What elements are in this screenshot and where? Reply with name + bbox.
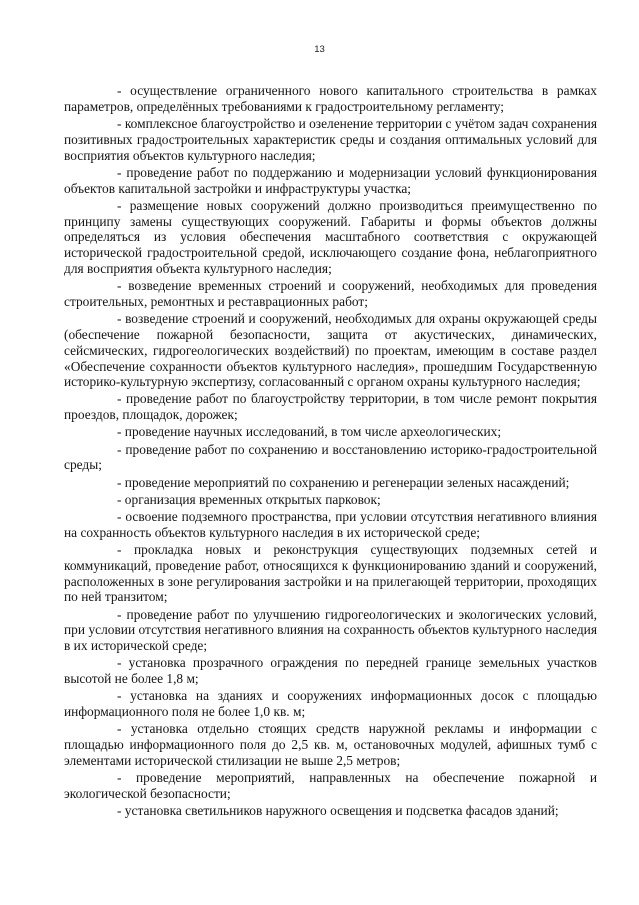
list-item: - проведение мероприятий, направленных на обеспечение пожарной и экологической безопасности; xyxy=(64,770,597,801)
list-item: - установка отдельно стоящих средств наружной рекламы и информации с площадью информационного поля до 2,5 кв. м, остановочных модулей, афишных тумб с элементами исторической стилизации не выше 2,5 метров; xyxy=(64,721,597,768)
list-item: - установка на зданиях и сооружениях информационных досок с площадью информационного поля не более 1,0 кв. м; xyxy=(64,688,597,720)
list-item: - комплексное благоустройство и озеленение территории с учётом задач сохранения позитивных градостроительных характеристик среды и создания оптимальных условий для восприятия объектов культурного наследия; xyxy=(64,115,597,163)
list-item: - установка прозрачного ограждения по передней границе земельных участков высотой не более 1,8 м; xyxy=(64,655,597,687)
list-item: - установка светильников наружного освещения и подсветка фасадов зданий; xyxy=(117,803,559,819)
list-item: - организация временных открытых парковок; xyxy=(117,491,381,507)
list-item: - размещение новых сооружений должно производиться преимущественно по принципу замены существующих сооружений. Габариты и формы объектов должны определяться из условия обеспечения масштабного соответствия с окружающей исторической градостроительной средой, исключающего создание фона, неблагоприятного для восприятия объекта культурного наследия; xyxy=(64,197,597,276)
document-body xyxy=(64,83,597,820)
list-item: - проведение работ по благоустройству территории, в том числе ремонт покрытия проездов, площадок, дорожек; xyxy=(64,391,597,423)
list-item: - освоение подземного пространства, при условии отсутствия негативного влияния на сохранность объектов культурного наследия в их исторической среде; xyxy=(64,509,597,540)
list-item: - проведение научных исследований, в том числе археологических; xyxy=(117,424,502,440)
list-item: - возведение строений и сооружений, необходимых для охраны окружающей среды (обеспечение пожарной безопасности, защита от акустических, динамических, сейсмических, гидрогеологических воздействий) по проектам, имеющим в составе раздел «Обеспечение сохранности объектов культурного наследия», прошедшим Государственную историко-культурную экспертизу, согласованный с органом охраны культурного наследия; xyxy=(64,311,597,390)
list-item: - возведение временных строений и сооружений, необходимых для проведения строительных, ремонтных и реставрационных работ; xyxy=(64,278,597,309)
list-item: - прокладка новых и реконструкция существующих подземных сетей и коммуникаций, проведение работ, относящихся к функционированию зданий и сооружений, расположенных в зоне регулирования застройки и на прилегающей территории, проходящих по ней транзитом; xyxy=(64,542,597,605)
list-item: - проведение работ по поддержанию и модернизации условий функционирования объектов капитальной застройки и инфраструктуры участка; xyxy=(64,164,597,196)
list-item: - осуществление ограниченного нового капитального строительства в рамках параметров, определённых требованиями к градостроительному регламенту; xyxy=(64,83,597,114)
list-item: - проведение работ по улучшению гидрогеологических и экологических условий, при условии отсутствия негативного влияния на сохранность объектов культурного наследия в их исторической среде; xyxy=(64,606,597,654)
list-item: - проведение работ по сохранению и восстановлению историко-градостроительной среды; xyxy=(64,441,597,473)
page-number: 13 xyxy=(314,44,325,55)
list-item: - проведение мероприятий по сохранению и регенерации зеленых насаждений; xyxy=(117,474,570,490)
